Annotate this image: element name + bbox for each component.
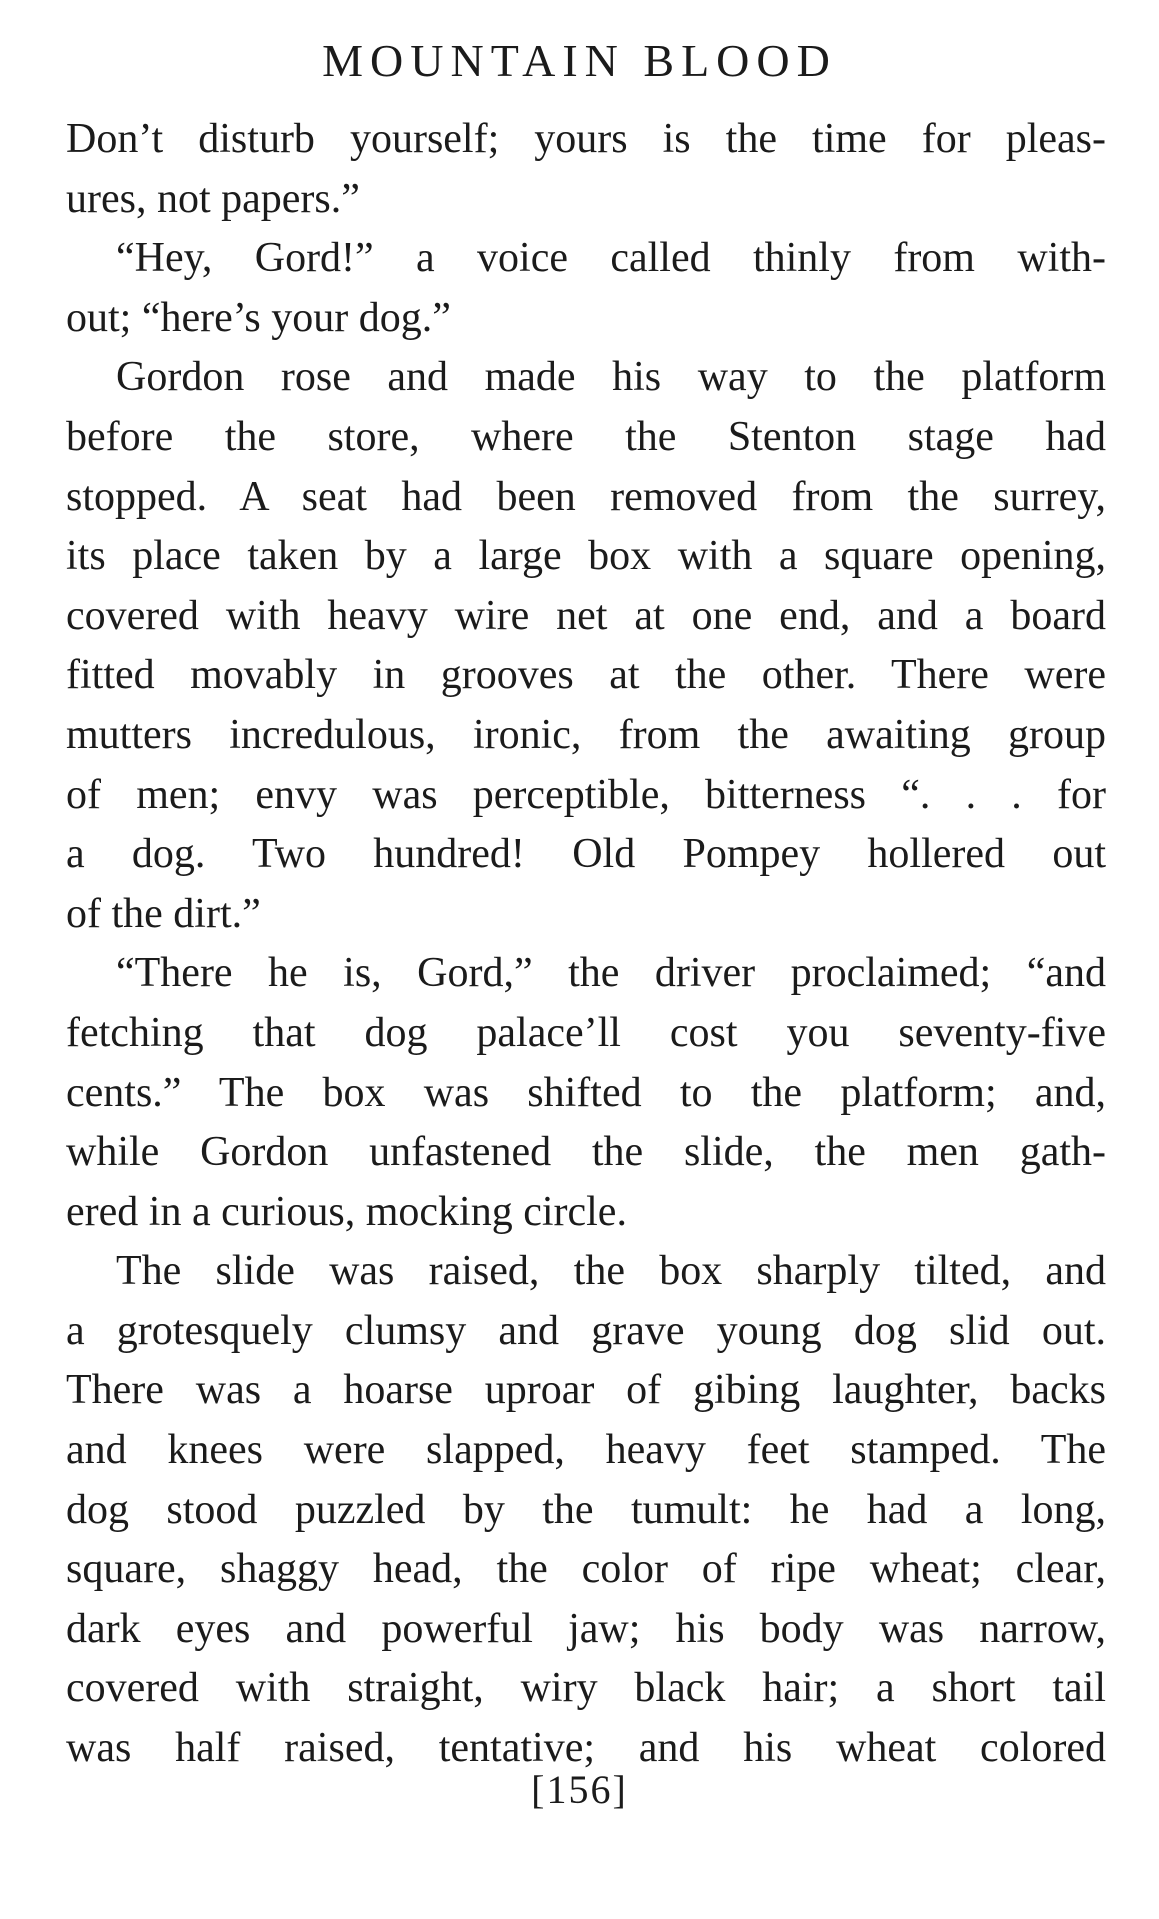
text-line: Don’t disturb yourself; yours is the time for pleas- xyxy=(66,116,1106,162)
text-line: covered with heavy wire net at one end, and a board xyxy=(66,592,1106,639)
text-line: fetching that dog palace’ll cost you seventy-five xyxy=(66,1009,1106,1056)
text-line: ures, not papers.” xyxy=(66,175,360,222)
text-line: “Hey, Gord!” a voice called thinly from with- xyxy=(116,235,1106,282)
text-line: Gordon rose and made his way to the platform xyxy=(116,354,1106,401)
text-line: mutters incredulous, ironic, from the awaiting group xyxy=(66,711,1106,758)
text-line: There was a hoarse uproar of gibing laughter, backs xyxy=(66,1367,1106,1414)
text-line: cents.” The box was shifted to the platform; and, xyxy=(66,1069,1106,1116)
text-line: stopped. A seat had been removed from the surrey, xyxy=(66,473,1106,520)
text-line: while Gordon unfastened the slide, the men gath- xyxy=(66,1129,1106,1176)
body-text xyxy=(66,110,1106,1779)
page-number: [156] xyxy=(531,1767,628,1812)
text-line: dark eyes and powerful jaw; his body was narrow, xyxy=(66,1605,1106,1652)
text-line: “There he is, Gord,” the driver proclaimed; “and xyxy=(116,950,1106,997)
text-line: a grotesquely clumsy and grave young dog slid out. xyxy=(66,1307,1106,1354)
text-line: was half raised, tentative; and his wheat colored xyxy=(66,1725,1106,1772)
text-line: and knees were slapped, heavy feet stamped. The xyxy=(66,1427,1106,1474)
text-line: ered in a curious, mocking circle. xyxy=(66,1188,627,1235)
text-line: fitted movably in grooves at the other. There were xyxy=(66,652,1106,699)
text-line: out; “here’s your dog.” xyxy=(66,294,451,341)
text-line: The slide was raised, the box sharply tilted, and xyxy=(116,1248,1106,1295)
text-line: of men; envy was perceptible, bitterness “. . . for xyxy=(66,771,1106,818)
text-line: before the store, where the Stenton stage had xyxy=(66,413,1106,460)
text-line: dog stood puzzled by the tumult: he had a long, xyxy=(66,1486,1106,1533)
text-line: a dog. Two hundred! Old Pompey hollered out xyxy=(66,831,1106,878)
text-line: its place taken by a large box with a square opening, xyxy=(66,533,1106,580)
running-head: MOUNTAIN BLOOD xyxy=(322,35,837,86)
text-line: covered with straight, wiry black hair; a short tail xyxy=(66,1665,1106,1712)
text-line: square, shaggy head, the color of ripe wheat; clear, xyxy=(66,1546,1106,1593)
text-line: of the dirt.” xyxy=(66,890,261,937)
